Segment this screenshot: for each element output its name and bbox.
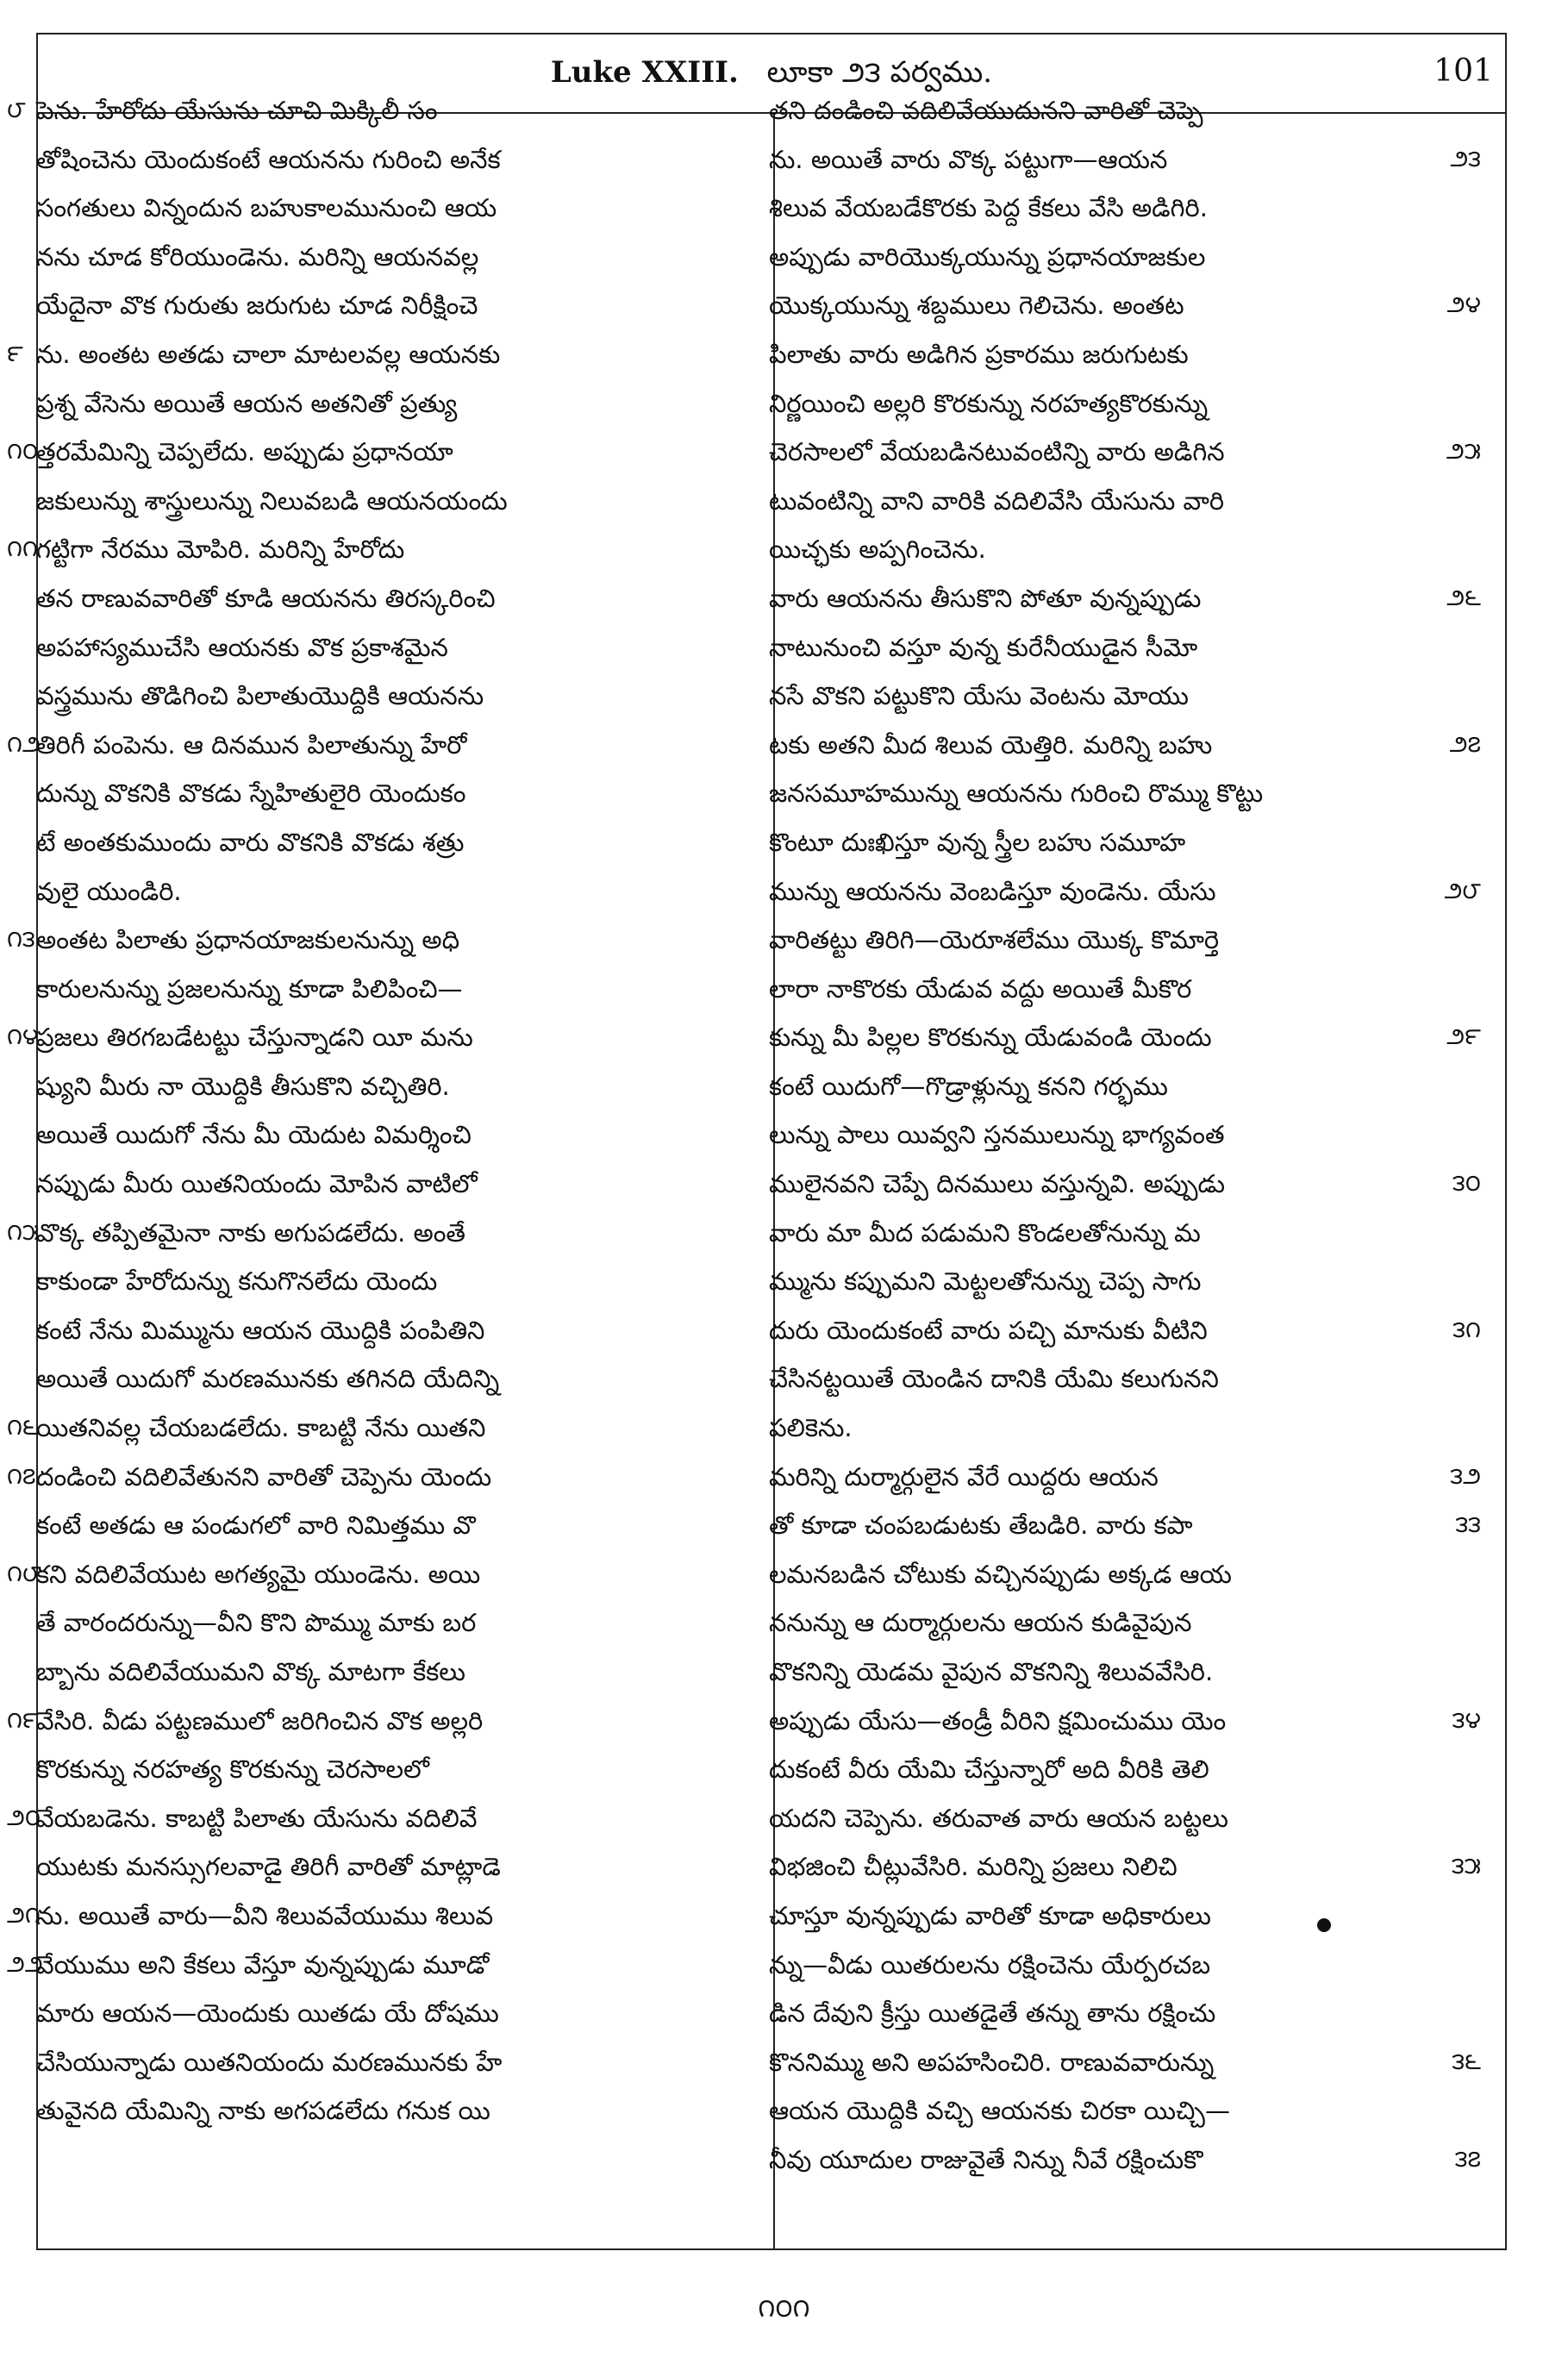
verse-text: గట్టిగా నేరము మోపిరి. మరిన్ని హేరోదు	[36, 535, 405, 565]
verse-text: నిర్ణయించి అల్లరి కొరకున్ను నరహత్యకొరకున్ను	[769, 388, 1209, 418]
text-line	[769, 1306, 1481, 1355]
verse-text: అప్పుడు యేసు—తండ్రీ వీరిని క్షమించుము యెం	[769, 1705, 1227, 1735]
verse-number: ౧౮	[7, 1560, 41, 1587]
verse-text: మరిన్ని దుర్మార్గులైన వేరే యిద్దరు ఆయన	[769, 1461, 1159, 1492]
text-line	[36, 1501, 700, 1550]
text-line	[36, 2038, 700, 2087]
verse-number: ౨౨	[7, 1950, 43, 1978]
text-line	[36, 1062, 700, 1111]
text-line	[769, 574, 1481, 623]
verse-text: బ్బాను వదిలివేయుమని వొక్క మాటగా కేకలు	[36, 1657, 465, 1686]
text-line	[769, 1501, 1481, 1550]
verse-text: వులై యుండిరి.	[36, 876, 182, 906]
text-line	[769, 818, 1433, 867]
text-line	[36, 1989, 700, 2038]
text-line	[769, 672, 1433, 721]
verse-text: కున్ను మీ పిల్లల కొరకున్ను యేడువండి యెందు	[769, 1023, 1212, 1053]
verse-number: ౧౩	[7, 926, 35, 954]
text-line	[769, 379, 1433, 428]
verse-text: లారా నాకొరకు యేడువ వద్దు అయితే మీకొర	[769, 973, 1192, 1004]
text-line	[7, 916, 700, 965]
text-line	[36, 135, 700, 184]
verse-text: వారితట్టు తిరిగి—యెరూశలేము యొక్క కొమార్తె	[769, 925, 1220, 955]
title-telugu: లూకా ౨౩ పర్వము.	[766, 55, 993, 90]
verse-text: చూస్తూ వున్నప్పుడు వారితో కూడా అధికారులు	[769, 1900, 1211, 1930]
verse-number: ౩౭	[1454, 2145, 1481, 2173]
text-line	[7, 525, 700, 574]
verse-number: ౨౫	[1446, 438, 1481, 466]
verse-text: ములైనవని చెప్పే దినములు వస్తున్నవి. అప్పుడు	[769, 1169, 1226, 1199]
verse-number: ౩౧	[1452, 1316, 1481, 1343]
verse-number: ౩౫	[1452, 1853, 1481, 1880]
verse-text: అప్పుడు వారియొక్కయున్ను ప్రధానయాజకుల	[769, 241, 1206, 272]
verse-text: ప్రశ్న వేసెను అయితే ఆయన అతనితో ప్రత్యు	[36, 388, 458, 418]
verse-text: అయితే యిదుగో మరణమునకు తగినది యేదిన్ని	[36, 1364, 500, 1394]
verse-text: యుటకు మనస్సుగలవాడై తిరిగీ వారితో మాట్లాడె	[36, 1852, 501, 1882]
text-line	[36, 574, 700, 623]
verse-number: ౯	[7, 340, 23, 367]
text-line	[769, 233, 1433, 282]
text-line	[769, 1110, 1433, 1160]
verse-number: ౨౮	[1444, 877, 1481, 904]
text-line	[769, 1160, 1481, 1209]
verse-number: ౩౨	[1450, 1462, 1481, 1490]
verse-text: తిరిగీ పంపెను. ఆ దినమున పిలాతున్ను హేరో	[36, 729, 467, 760]
verse-text: జనసమూహమున్ను ఆయనను గురించి రొమ్ము కొట్టు	[769, 779, 1264, 809]
text-line	[769, 428, 1481, 477]
verse-text: వారు ఆయనను తీసుకొని పోతూ వున్నప్పుడు	[769, 583, 1202, 613]
text-line	[36, 1110, 700, 1160]
text-line	[769, 1842, 1481, 1892]
text-line	[36, 477, 700, 526]
verse-text: మారు ఆయన—యెందుకు యితడు యే దోషము	[36, 1998, 499, 2029]
verse-number: ౨౪	[1446, 291, 1481, 319]
text-line	[36, 769, 700, 818]
verse-text: కంటే అతడు ఆ పండుగలో వారి నిమిత్తము వొ	[36, 1510, 476, 1541]
text-line	[769, 623, 1433, 672]
verse-number: ౮	[7, 97, 26, 123]
verse-number: ౧౯	[7, 1706, 39, 1734]
verse-text: పిలాతు వారు అడిగిన ప్రకారము జరుగుటకు	[769, 339, 1189, 369]
verse-text: యిచ్ఛకు అప్పగించెను.	[769, 535, 986, 565]
text-line	[7, 1013, 700, 1062]
text-line	[769, 1257, 1433, 1306]
verse-number: ౨౯	[1446, 1023, 1481, 1051]
verse-text: శిలువ వేయబడేకొరకు పెద్ద కేకలు వేసి అడిగిరి.	[769, 193, 1208, 223]
verse-number: ౧౦	[7, 438, 39, 466]
text-line	[769, 1892, 1433, 1941]
verse-text: యొక్కయున్ను శబ్దములు గెలిచెను. అంతట	[769, 291, 1184, 321]
text-line	[769, 477, 1433, 526]
text-line	[769, 965, 1433, 1014]
text-line	[769, 135, 1481, 184]
verse-text: అపహాస్యముచేసి ఆయనకు వొక ప్రకాశమైన	[36, 632, 448, 662]
text-line	[769, 1745, 1433, 1794]
verse-text: కొననిమ్ము అని అపహసించిరి. రాణువవారున్ను	[769, 2047, 1215, 2077]
text-line	[7, 1941, 700, 1990]
text-line	[7, 1892, 700, 1941]
text-line	[36, 379, 700, 428]
verse-text: కొంటూ దుఃఖిస్తూ వున్న స్త్రీల బహు సమూహ	[769, 827, 1186, 857]
verse-text: త్తరమేమిన్ని చెప్పలేదు. అప్పుడు ప్రధానయా	[36, 437, 453, 467]
verse-text: తని దండించి వదిలివేయుదునని వారితో చెప్పె	[769, 96, 1203, 125]
verse-text: వేయబడెను. కాబట్టి పిలాతు యేసును వదిలివే	[36, 1803, 478, 1833]
verse-text: కని వదిలివేయుట అగత్యమై యుండెను. అయి	[36, 1559, 481, 1589]
verse-text: వొకనిన్ని యెడమ వైపున వొకనిన్ని శిలువవేసిరి.	[769, 1657, 1214, 1686]
text-line	[769, 1989, 1433, 2038]
verse-number: ౩౦	[1452, 1170, 1481, 1198]
text-line	[769, 1550, 1433, 1599]
verse-text: పెను. హేరోదు యేసును చూచి మిక్కిలీ సం	[36, 96, 438, 125]
verse-number: ౨౭	[1449, 730, 1481, 758]
verse-text: డిన దేవుని క్రీస్తు యితడైతే తన్ను తాను రక్షించు	[769, 1998, 1216, 2029]
text-line	[769, 1404, 1433, 1453]
verse-number: ౧౬	[7, 1414, 39, 1442]
verse-text: కొరకున్ను నరహత్య కొరకున్ను చెరసాలలో	[36, 1754, 429, 1785]
text-line	[36, 1257, 700, 1306]
verse-text: కాకుండా హేరోదున్ను కనుగొనలేదు యెందు	[36, 1266, 438, 1297]
text-line	[7, 86, 700, 135]
verse-text: వొక్క తప్పితమైనా నాకు అగుపడలేదు. అంతే	[36, 1217, 465, 1248]
verse-text: న్ను—వీడు యితరులను రక్షించెను యేర్పరచబ	[769, 1949, 1211, 1979]
text-line	[769, 721, 1481, 770]
verse-number: ౨౦	[7, 1804, 41, 1831]
verse-text: దున్ను వొకనికి వొకడు స్నేహితులైరి యెందుకం	[36, 779, 466, 809]
verse-number: ౩౬	[1452, 2048, 1481, 2075]
text-line	[769, 1453, 1481, 1502]
verse-text: కారులనున్ను ప్రజలనున్ను కూడా పిలిపించి—	[36, 973, 463, 1004]
verse-text: జకులున్ను శాస్త్రులున్ను నిలువబడి ఆయనయందు	[36, 485, 508, 516]
verse-text: ఆయన యొద్దికి వచ్చి ఆయనకు చిరకా యిచ్చి—	[769, 2096, 1230, 2126]
text-line	[36, 2086, 700, 2136]
verse-number: ౧౭	[7, 1462, 36, 1490]
verse-text: దురు యెందుకంటే వారు పచ్చి మానుకు వీటిని	[769, 1315, 1208, 1345]
text-line	[769, 2136, 1481, 2185]
left-column	[7, 86, 700, 2136]
verse-text: చేసినట్టయితే యెండిన దానికి యేమి కలుగునని	[769, 1364, 1219, 1394]
verse-text: యదని చెప్పెను. తరువాత వారు ఆయన బట్టలు	[769, 1803, 1228, 1833]
text-line	[36, 1160, 700, 1209]
verse-text: వేసిరి. వీడు పట్టణములో జరిగించిన వొక అల్లరి	[36, 1705, 484, 1735]
text-line	[7, 1404, 700, 1453]
text-line	[36, 1648, 700, 1697]
verse-number: ౨౧	[7, 1901, 41, 1929]
verse-text: టువంటిన్ని వాని వారికి వదిలివేసి యేసును వారి	[769, 485, 1225, 516]
text-line	[36, 184, 700, 233]
verse-text: ను. అయితే వారు వొక్క పట్టుగా—ఆయన	[769, 144, 1168, 174]
verse-text: టకు అతని మీద శిలువ యెత్తిరి. మరిన్ని బహు	[769, 729, 1213, 760]
verse-text: యితనివల్ల చేయబడలేదు. కాబట్టి నేను యితని	[36, 1413, 486, 1443]
text-line	[7, 1550, 700, 1599]
verse-text: తన రాణువవారితో కూడి ఆయనను తిరస్కరించి	[36, 583, 496, 613]
text-line	[769, 1598, 1433, 1648]
text-line	[7, 428, 700, 477]
verse-text: నీవు యూదుల రాజువైతే నిన్ను నీవే రక్షించుకొ	[769, 2144, 1203, 2174]
text-line	[36, 623, 700, 672]
text-line	[36, 965, 700, 1014]
right-column	[769, 86, 1481, 2185]
text-line	[36, 818, 700, 867]
text-line	[769, 1697, 1481, 1746]
text-line	[769, 1941, 1433, 1990]
text-line	[769, 1648, 1433, 1697]
text-line	[7, 1794, 700, 1843]
verse-text: దుకంటే వీరు యేమి చేస్తున్నారో అది వీరికి తెలి	[769, 1754, 1209, 1785]
text-line	[769, 1209, 1433, 1258]
text-line	[769, 86, 1433, 135]
verse-text: వస్త్రమును తొడిగించి పిలాతుయొద్దికి ఆయనను	[36, 681, 484, 711]
text-line	[769, 2086, 1433, 2136]
verse-text: అంతట పిలాతు ప్రధానయాజకులనున్ను అధి	[36, 925, 460, 955]
verse-text: సంగతులు విన్నందున బహుకాలమునుంచి ఆయ	[36, 193, 497, 223]
verse-number: ౩౪	[1452, 1706, 1481, 1734]
text-line	[769, 184, 1433, 233]
verse-text: విభజించి చీట్లువేసిరి. మరిన్ని ప్రజలు నిలిచి	[769, 1852, 1178, 1882]
text-line	[36, 1598, 700, 1648]
verse-text: చెరసాలలో వేయబడినటువంటిన్ని వారు అడిగిన	[769, 437, 1225, 467]
verse-text: తోషించెను యెందుకంటే ఆయనను గురించి అనేక	[36, 144, 501, 174]
verse-text: యేదైనా వొక గురుతు జరుగుట చూడ నిరీక్షించె	[36, 291, 478, 321]
text-line	[7, 1697, 700, 1746]
verse-text: అయితే యిదుగో నేను మీ యెదుట విమర్శించి	[36, 1120, 472, 1150]
verse-text: ను. అయితే వారు—వీని శిలువవేయుము శిలువ	[36, 1900, 494, 1930]
text-line	[36, 1842, 700, 1892]
page-number: 101	[1434, 53, 1493, 89]
verse-text: వారు మా మీద పడుమని కొండలతోనున్ను మ	[769, 1217, 1201, 1248]
verse-number: ౧౪	[7, 1023, 39, 1051]
text-line	[769, 281, 1481, 330]
verse-text: నను చూడ కోరియుండెను. మరిన్ని ఆయనవల్ల	[36, 241, 479, 272]
text-line	[769, 525, 1433, 574]
verse-text: ప్రజలు తిరగబడేటట్టు చేస్తున్నాడని యీ మను	[36, 1023, 473, 1053]
text-line	[769, 1013, 1481, 1062]
verse-text: దండించి వదిలివేతునని వారితో చెప్పెను యెందు	[36, 1461, 492, 1492]
verse-number: ౩౩	[1455, 1511, 1481, 1539]
verse-text: లున్ను పాలు యివ్వని స్తనములున్ను భాగ్యవంత	[769, 1120, 1225, 1150]
verse-text: ననున్ను ఆ దుర్మార్గులను ఆయన కుడివైపున	[769, 1608, 1192, 1638]
text-line	[769, 1794, 1433, 1843]
verse-text: మ్మును కప్పుమని మెట్టలతోనున్ను చెప్ప సాగు	[769, 1266, 1202, 1297]
verse-number: ౧౫	[7, 1218, 40, 1246]
verse-text: మున్ను ఆయనను వెంబడిస్తూ వుండెను. యేసు	[769, 876, 1216, 906]
verse-text: వేయుము అని కేకలు వేస్తూ వున్నప్పుడు మూడో	[36, 1949, 490, 1979]
text-line	[36, 1745, 700, 1794]
text-line	[769, 330, 1433, 379]
text-line	[36, 1306, 700, 1355]
verse-text: తే వారందరున్ను—వీని కొని పొమ్ము మాకు బర	[36, 1608, 477, 1638]
verse-number: ౨౬	[1446, 584, 1481, 611]
verse-text: టే అంతకుముందు వారు వొకనికి వొకడు శత్రు	[36, 827, 465, 857]
verse-text: కంటే నేను మిమ్మును ఆయన యొద్దికి పంపితిని	[36, 1315, 485, 1345]
text-line	[36, 1354, 700, 1404]
text-line	[7, 1209, 700, 1258]
text-line	[7, 330, 700, 379]
verse-text: నప్పుడు మీరు యితనియందు మోపిన వాటిలో	[36, 1169, 478, 1199]
text-line	[36, 281, 700, 330]
verse-text: నసే వొకని పట్టుకొని యేసు వెంటను మోయు	[769, 681, 1189, 711]
text-line	[36, 867, 700, 916]
text-line	[36, 672, 700, 721]
text-line	[769, 769, 1433, 818]
text-line	[769, 916, 1433, 965]
verse-text: ష్యుని మీరు నా యొద్దికి తీసుకొని వచ్చితిరి.	[36, 1071, 450, 1101]
verse-number: ౨౩	[1450, 145, 1481, 172]
text-line	[769, 1354, 1433, 1404]
verse-text: పలికెను.	[769, 1413, 853, 1443]
verse-text: తువైనది యేమిన్ని నాకు అగపడలేదు గనుక యి	[36, 2096, 490, 2126]
verse-text: తో కూడా చంపబడుటకు తేబడిరి. వారు కపా	[769, 1510, 1193, 1541]
text-line	[7, 1453, 700, 1502]
ink-dot-mark	[1317, 1918, 1331, 1932]
text-line	[36, 233, 700, 282]
text-line	[7, 721, 700, 770]
verse-text: లమనబడిన చోటుకు వచ్చినప్పుడు అక్కడ ఆయ	[769, 1559, 1232, 1589]
text-line	[769, 1062, 1433, 1111]
verse-number: ౧౧	[7, 535, 38, 563]
verse-text: చేసియున్నాడు యితనియందు మరణమునకు హే	[36, 2047, 503, 2077]
text-line	[769, 2038, 1481, 2087]
verse-number: ౧౨	[7, 730, 41, 758]
footer-page-number: ౧౦౧	[758, 2293, 810, 2323]
title-english: Luke XXIII.	[550, 55, 739, 90]
verse-text: నాటునుంచి వస్తూ వున్న కురేనీయుడైన సీమో	[769, 632, 1198, 662]
text-line	[769, 867, 1481, 916]
verse-text: కంటే యిదుగో—గొడ్రాళ్లున్ను కనని గర్భము	[769, 1071, 1168, 1101]
verse-text: ను. అంతట అతడు చాలా మాటలవల్ల ఆయనకు	[36, 339, 501, 369]
